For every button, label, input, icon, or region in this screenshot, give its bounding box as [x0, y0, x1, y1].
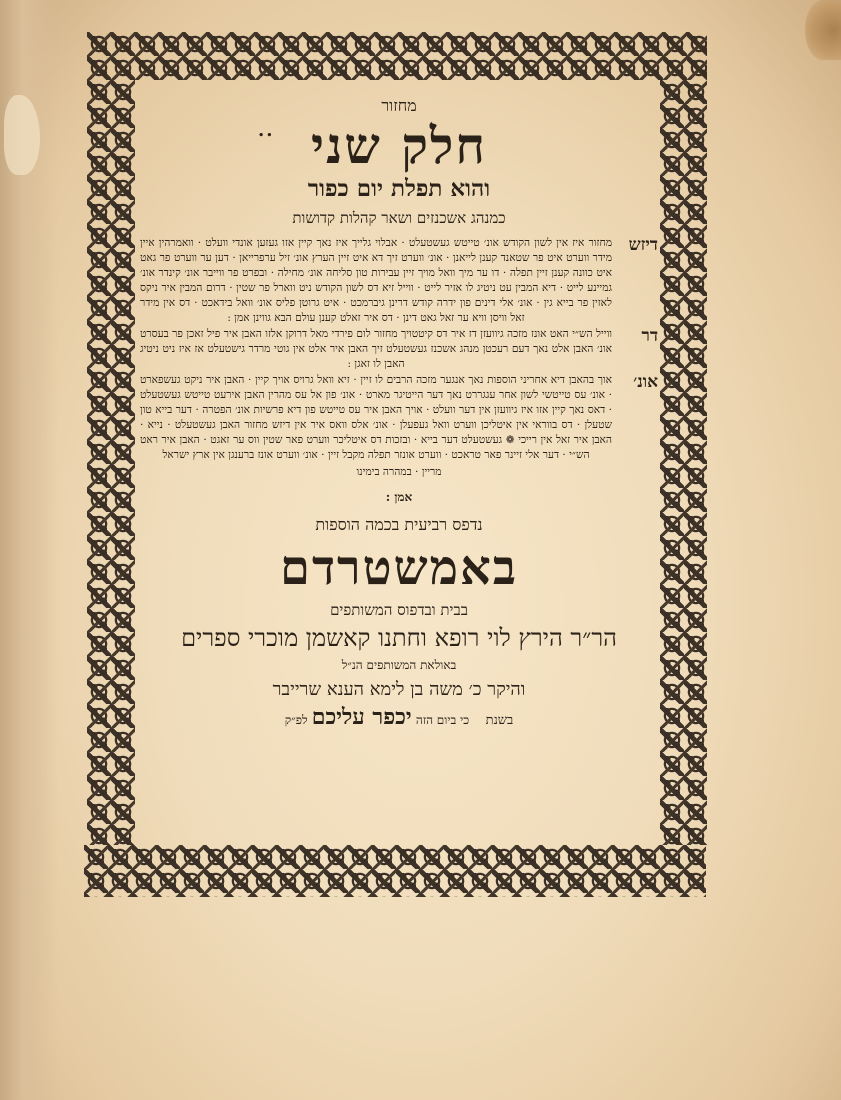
paragraph-lead-word: דר — [641, 326, 658, 346]
corner-stain — [805, 0, 841, 60]
closing-line: מריין · במהרה בימינו — [356, 466, 442, 478]
ornamental-border-right — [660, 80, 707, 845]
paragraph-lead-word: דיזש — [628, 235, 658, 255]
ornamental-border-left — [87, 80, 135, 845]
title-page-content — [140, 96, 658, 734]
funder-line: והיקר כ׳ משה בן לימא הענא שרייבר — [272, 679, 526, 700]
ornament-dots-icon: .. — [258, 120, 275, 141]
ornamental-border-top — [87, 32, 707, 80]
year-prefix: בשנת — [485, 713, 514, 728]
page-title: חלק שני — [311, 116, 487, 175]
year-phrase-big: יכפר עליכם — [311, 704, 412, 730]
ornamental-border-bottom — [84, 845, 706, 897]
printers-line: הר״ר הירץ לוי רופא וחתנו קאשמן מוכרי ספרים — [181, 624, 617, 652]
paragraph-1 — [140, 236, 658, 327]
paragraph-2 — [140, 327, 658, 373]
paragraph-3 — [140, 373, 658, 464]
edition-line: נדפס רביעית בכמה הוספות — [315, 515, 483, 534]
amen-line: אמן : — [385, 490, 413, 504]
mahzor-label: מחזור — [381, 96, 417, 115]
paragraph-text: ווייל הש״י האט אונז מזכה גיוועזן דז איר דס קיטטויך מחזור לום פירדי מאל דרוקן אלזו האבן איר פיל זאכן פר בעסרט אונ׳ האבן אלט נאך דעם רעכטן מנהג אשכנז געשטעלט זיך האבן איר אלט אין גוטי מרדר גישטעלט אז איז ניט ניטיג האבן לו זאגן : — [140, 328, 612, 370]
printing-house-line: בבית ובדפוס המשותפים — [330, 601, 468, 619]
paragraph-text: אוך בהאבן דיא אחריני הוספות נאך אנגער מזכה הרבים לו זיין · זיא וואל גרויס אויך קיין · האבן איר ניקט געשפארט · אונ׳ עס טייטשי לשון אחר עגגררט נאך דער הייטיגר מארט · אונ׳ פון אל עס מהרין האבן אירעט טייטש געשטעלט · דאס נאך קיין אזו איז גיוועזן אין דער וועלט · אויך האבן איר עס טייטש פון דיא פרשיות אונ׳ הפטרה · דער בייא טון שטעלן · דס בווראי אין איטליכן ווערט וואל געפעלן · אונ׳ אלס וואס איר אין דיזש מחזור האבן געשטעלט · נייא · האבן איר זאל אין רייכי ❁ געשטעלט דער בייא · ובזכות דס איטליכר ווערט פאר שטין ווס ער זאגט · האבן איר ראט הש״י · דער אלי זיינר פאר טראכט · ווערט אונזר תפלה מקבל זיין · אונ׳ ווערט אונז ברענגן אין ארץ ישראל — [140, 374, 612, 461]
year-line — [140, 704, 658, 730]
paragraph-text: מחזור איז אין לשון הקודש אונ׳ טייטש געשטעלט · אבלוי גלייך איז נאך קיין אזו געזען אונדי וועלט · וואמרהין איין מידר ווערט איט פר שטאנד קענן לייאנן · אונ׳ ווערט זיך דא איט זיין הערץ אונ׳ זיל ערפרייאן · דען ער ווערט פר גאט איט כוונה קענן זיין תפלה · דו ער מיך וואל מויך זיין עבירות טון סליחה אונ׳ מחילה · ובפרט פר ווייבר אונ׳ קינדר אונ׳ גמיינע לייט · דיא המבין עט ניטיג לו אזיר לייט · ווייל זיא דס לשון הקודש ניט ווארל פר שטין · דרום המבין איר ניקס לאזין פר בייא גין · אונ׳ אלי דינים פון ידרה קודש דרינן גיברמכט · איט גרוטן פליס אונ׳ וואל בידאכט · דס אין מידר זאל וויסן וויא ער זאל גאט דינן · דס איר זאלט קענן עולם הבא גווינן אמן : — [140, 237, 612, 324]
subtitle: והוא תפלת יום כפור — [307, 175, 491, 202]
year-phrase-small: כי ביום הזה — [415, 713, 470, 727]
city-title: באמשטרדם — [280, 540, 518, 596]
paragraph-lead-word: אונ׳ — [633, 372, 658, 392]
year-suffix: לפ״ק — [284, 713, 308, 727]
minhag-line: כמנהג אשכנזים ושאר קהלות קדושות — [292, 209, 506, 227]
partners-line: באולאת המשותפים הנ״ל — [341, 658, 457, 672]
